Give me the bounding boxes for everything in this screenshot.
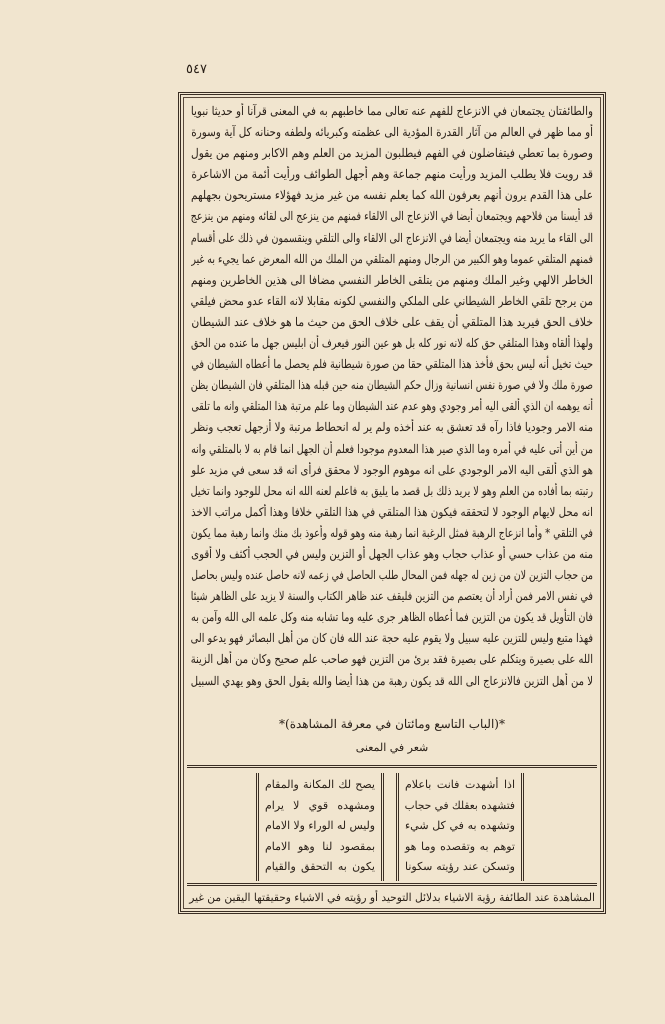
- text-line: أنه يوهمه ان الذي ألقى اليه أمر وجودي وهو عدم عند الشيطان وما علم مرتبة هذا المتلقي وانه ما تلقى: [191, 399, 593, 414]
- text-frame: [178, 92, 606, 914]
- text-line: هو الذي ألقى اليه الامر الوجودي على انه موهوم الوجود لا محقق فرأى انه قد سعى في مزيد علو: [191, 462, 593, 477]
- text-line: لا من أهل التزين فالانزعاج الى الله قد يكون رهبة من هذا أيضا والله يقول الحق وهو يهدي السبيل: [190, 673, 593, 688]
- text-line: منه الامر وجوديا فاذا رآه قد تعشق به عند أخذه ولم ير له انحطاط مرتبة ولا أزجهل تعجب ونظر: [191, 420, 593, 435]
- divider: [187, 765, 597, 768]
- text-line: قد أيسنا من فلاحهم ويجتمعان أيضا في الانزعاج الى الالقاء فمنهم من ينزعج الى لقائه ومنهم من ينزعج: [190, 209, 594, 224]
- text-line: حيث تخيل أنه ليس بحق فأخذ هذا المتلقي حقا من صورة شيطانية فلم يحصل ما أعطاه الشيطان في: [191, 357, 593, 372]
- poem-verse: يكون به التحقق والقيام: [265, 860, 375, 873]
- poem-verse: يصح لك المكانة والمقام: [265, 778, 375, 791]
- text-line: الخاطر الالهي وغير الملك ومنهم من يتلقى الخاطر النفسي مضافا الى هذين الخاطرين ومنهم: [190, 272, 593, 287]
- page-number: ٥٤٧: [186, 62, 207, 77]
- text-line: في التلقي * وأما انزعاج الرهبة فمثل الرغبة انما رهبة منه وهو قوله وأعوذ بك منك وانما رهبة مما يكون: [190, 525, 593, 540]
- text-line: قد رويت فلا يطلب المزيد ورأيت منهم جماعة وهم أجهل الطوائف ورأيت أئمة من الاشاعرة: [191, 167, 594, 182]
- text-line: فهذا متبع وليس للتزين عليه سبيل ولا يقوم عليه حجة عند الله فان كان من أهل البصائر فهو يدعو الى: [190, 631, 593, 646]
- text-line: من يرجح تلقي الخاطر الشيطاني على الملكي والنفسي لكونه مقابلا لانه القاء عدو محض فيلقي: [190, 293, 594, 308]
- poem-heading: شعر في المعنى: [355, 741, 429, 754]
- poem-verse: توهم به وتقصده وما هو: [405, 839, 515, 853]
- text-line: في نفس الامر فمن أراد أن يعتصم من التزين فليقف عند ظاهر الكتاب والسنة لا يزيد على الظاهر شيئا: [190, 589, 593, 604]
- text-line: انه محل لايهام الوجود لا لتحققه فيكون هذا المتلقي في هذا التلقي خلافا وهذا أكمل مراتب الاخذ: [191, 504, 593, 519]
- poem-verse: ومشهده قوي لا يرام: [265, 798, 375, 812]
- text-line: فان التأويل قد يكون من التزين فما أعطاه الظاهر جرى عليه وما تشابه منه وكل علمه الى الله وآمن به: [191, 610, 593, 625]
- main-text: [191, 101, 593, 692]
- poem-right-column: [396, 773, 524, 881]
- poem-verse: فتشهده بعقلك في حجاب: [404, 798, 515, 812]
- poem-verse: وتشهده به في كل شيء: [405, 819, 515, 832]
- text-line: صورة ملك ولا في صورة نفس انسانية وزال حكم الشيطان منه حين قبله هذا المتلقي فان الشيطان يظن: [190, 378, 594, 393]
- text-line: من حجاب التزين لان من زين له جهله فمن المحال طلب الحاصل في زعمه لانه حاصل عنده وليس بحاصل: [191, 568, 594, 583]
- text-line: أو مما ظهر في العالم من آثار القدرة المؤدية الى عظمته وكبريائه ولطفه وحنانه كل آية وسورة: [191, 125, 594, 140]
- text-line: فمنهم المتلقي عموما وهو الكبير من الرجال ومنهم المتلقي من الملك من الله المعرض عما يجيء به غير: [191, 251, 593, 266]
- poem-verse: بمقصود لنا وهو الامام: [265, 839, 375, 853]
- text-line: ولهذا ألقاه وهذا المتلقي حق كله لانه نور كله بل هو عين النور فيعرف أن ابليس جهل ما عنده من الحق: [190, 336, 593, 351]
- divider: [187, 883, 597, 886]
- text-line: على هذا القدم يرون أنهم يعرفون الله كما يعلم نفسه من غير مزيد فهؤلاء مستريحون بجهلهم: [191, 188, 593, 203]
- text-line: والطائفتان يجتمعان في الانزعاج للفهم عنه تعالى مما خاطبهم به في المعنى قرآنا أو حديثا نبويا: [190, 104, 594, 118]
- poem-verse: اذا أشهدت فانت باعلام: [405, 778, 515, 791]
- chapter-heading: *(الباب التاسع ومائتان في معرفة المشاهدة)*: [279, 717, 505, 731]
- text-line: رتبته بما أفاده من العلم وهو لا يريد ذلك بل قصد ما يليق به فاعلم لعنه الله انه محل للوجود وانما تخيل: [190, 483, 593, 498]
- poem-left-column: [256, 773, 384, 881]
- poem-verse: وليس له الوراء ولا الامام: [265, 819, 375, 832]
- text-line: خلاف الحق فيريد هذا المتلقي أن يقف على خلاف الحق من حيث ما هو خلاف عند الشيطان: [191, 314, 594, 329]
- text-line: الى القاء ما يريد منه ويجتمعان أيضا في الانزعاج الى الالقاء والى التلقي وينقسمون في ذلك على أقسام: [190, 230, 593, 245]
- poem-verse: وتسكن عند رؤيته سكونا: [405, 860, 515, 873]
- text-line: وصورة بما تعطي فيتفاضلون في الفهم فيطلبون المزيد من العلم وهم الاكابر ومنهم من يقول: [191, 146, 593, 161]
- text-line: من أين أتى عليه في أمره وما الذي صير هذا المعدوم موجودا فعلم أن الجهل انما قام به لا بالمتلقي وانه: [191, 441, 593, 456]
- text-line: منه من عذاب حسي أو عذاب حجاب وهو عذاب الجهل أو التزين وليس في الحجب أكثف ولا أقوى: [191, 546, 593, 561]
- bottom-line: المشاهدة عند الطائفة رؤية الاشياء بدلائل التوحيد أو رؤيته في الاشياء وحقيقتها اليقين من غير: [189, 891, 595, 904]
- text-line: الله على بصيرة ويتكلم على بصيرة فقد برئ من التزين فهو صاحب علم صحيح وكان من أهل الزينة: [190, 652, 593, 667]
